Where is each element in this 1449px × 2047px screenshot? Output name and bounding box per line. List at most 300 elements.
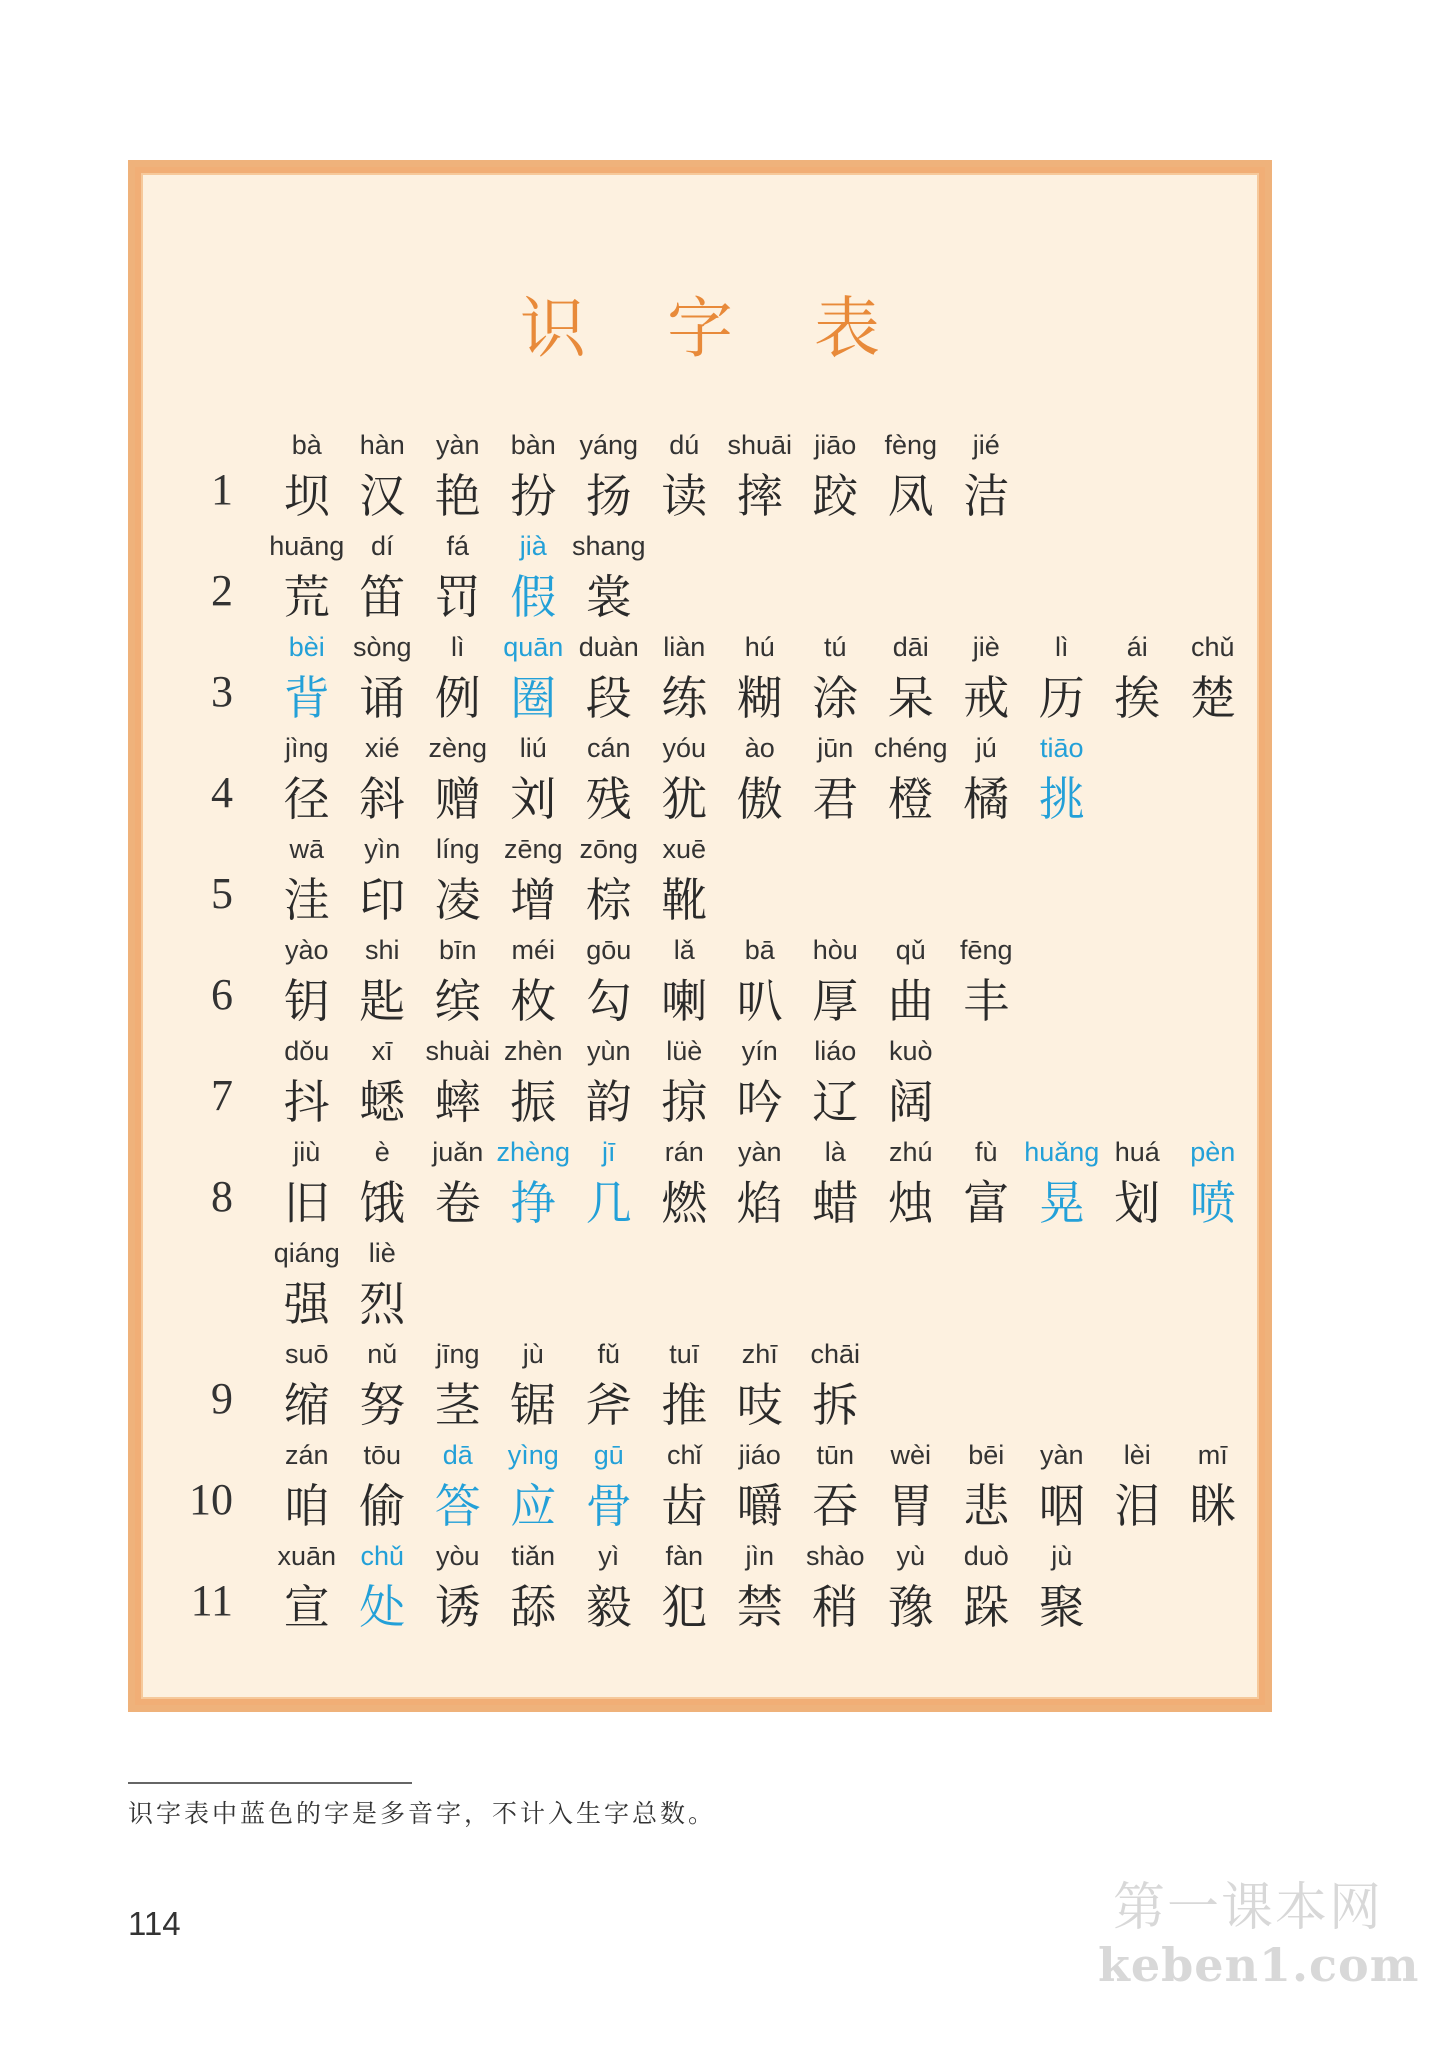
- character-entry: [345, 834, 421, 926]
- hanzi: 印: [359, 873, 406, 927]
- pinyin: jìng: [284, 733, 329, 763]
- pinyin: shi: [364, 935, 400, 965]
- character-entry: [1100, 1440, 1176, 1532]
- pinyin: lì: [451, 632, 465, 662]
- pinyin: bàn: [510, 430, 556, 460]
- pinyin: chéng: [873, 733, 948, 763]
- pinyin: jiù: [293, 1137, 321, 1167]
- character-entry: [949, 935, 1025, 1027]
- polyphone-entry: [1024, 1137, 1100, 1229]
- lesson-number: 8: [211, 1172, 233, 1221]
- pinyin: huāng: [269, 531, 345, 561]
- character-list: [269, 1339, 873, 1431]
- character-entry: [269, 1238, 345, 1330]
- hanzi: 挣: [510, 1176, 557, 1230]
- character-entry: [873, 1440, 949, 1532]
- character-list: [269, 632, 1251, 724]
- watermark-line1: 第一课本网: [1112, 1878, 1383, 1938]
- hanzi: 荒: [283, 570, 330, 624]
- character-entry: [345, 1036, 421, 1128]
- pinyin: rán: [664, 1137, 704, 1167]
- character-list: [269, 430, 1024, 522]
- hanzi: 楚: [1189, 671, 1236, 725]
- character-entry: [345, 1137, 421, 1229]
- hanzi: 勾: [585, 974, 632, 1028]
- character-entry: [1024, 1541, 1100, 1633]
- hanzi: 喷: [1189, 1176, 1236, 1230]
- character-entry: [420, 1137, 496, 1229]
- hanzi: 眯: [1189, 1479, 1236, 1533]
- character-entry: [722, 1137, 798, 1229]
- character-entry: [571, 935, 647, 1027]
- watermark-line2: keben1.com: [1098, 1938, 1420, 1992]
- hanzi: 钥: [283, 974, 330, 1028]
- pinyin: lüè: [666, 1036, 703, 1066]
- lesson-number: 11: [190, 1576, 233, 1625]
- pinyin: yàn: [1039, 1440, 1084, 1470]
- hanzi: 笛: [359, 570, 406, 624]
- character-entry: [798, 1440, 874, 1532]
- character-entry: [1175, 1440, 1251, 1532]
- pinyin: yàn: [435, 430, 480, 460]
- character-entry: [647, 632, 723, 724]
- hanzi: 棕: [585, 873, 632, 927]
- pinyin: tōu: [363, 1440, 402, 1470]
- page-number: 114: [128, 1905, 181, 1942]
- hanzi: 振: [510, 1075, 557, 1129]
- character-list: [269, 1238, 420, 1330]
- character-entry: [1100, 1137, 1176, 1229]
- character-entry: [798, 1339, 874, 1431]
- pinyin: sòng: [352, 632, 412, 662]
- pinyin: bīn: [438, 935, 477, 965]
- pinyin: dā: [442, 1440, 473, 1470]
- character-list: [269, 1541, 1100, 1633]
- character-entry: [345, 531, 421, 623]
- character-entry: [269, 1440, 345, 1532]
- lesson-number: 1: [211, 465, 233, 514]
- pinyin: yòu: [435, 1541, 480, 1571]
- pinyin: zán: [284, 1440, 329, 1470]
- polyphone-entry: [420, 1440, 496, 1532]
- hanzi: 拆: [812, 1378, 859, 1432]
- pinyin: jī: [602, 1137, 616, 1167]
- hanzi: 假: [510, 570, 557, 624]
- hanzi: 几: [585, 1176, 632, 1230]
- pinyin: qǔ: [895, 935, 926, 965]
- pinyin: yùn: [586, 1036, 631, 1066]
- pinyin: tú: [823, 632, 847, 662]
- character-entry: [949, 1541, 1025, 1633]
- hanzi: 斜: [359, 772, 406, 826]
- hanzi: 豫: [887, 1580, 934, 1634]
- hanzi: 洁: [963, 469, 1010, 523]
- character-entry: [873, 935, 949, 1027]
- character-entry: [269, 1339, 345, 1431]
- pinyin: dāi: [892, 632, 929, 662]
- hanzi: 焰: [736, 1176, 783, 1230]
- character-entry: [647, 1036, 723, 1128]
- character-entry: [269, 834, 345, 926]
- character-entry: [798, 1541, 874, 1633]
- pinyin: jià: [519, 531, 547, 561]
- hanzi: 匙: [359, 974, 406, 1028]
- hanzi: 戒: [963, 671, 1010, 725]
- hanzi: 叭: [736, 974, 783, 1028]
- character-entry: [873, 1137, 949, 1229]
- hanzi: 裳: [585, 570, 632, 624]
- hanzi: 赠: [434, 772, 481, 826]
- table-frame: [128, 160, 1272, 1712]
- hanzi: 处: [359, 1580, 406, 1634]
- hanzi: 枚: [510, 974, 557, 1028]
- pinyin: jiè: [972, 632, 1000, 662]
- hanzi: 蜡: [812, 1176, 859, 1230]
- pinyin: dǒu: [284, 1036, 330, 1066]
- footnote-rule: [128, 1782, 412, 1784]
- pinyin: liàn: [663, 632, 706, 662]
- hanzi: 段: [585, 671, 632, 725]
- character-entry: [269, 733, 345, 825]
- character-entry: [269, 430, 345, 522]
- hanzi: 橙: [887, 772, 934, 826]
- character-entry: [647, 834, 723, 926]
- pinyin: ào: [744, 733, 775, 763]
- character-entry: [420, 1541, 496, 1633]
- character-entry: [647, 935, 723, 1027]
- pinyin: fèng: [884, 430, 938, 460]
- pinyin: jié: [972, 430, 1000, 460]
- pinyin: wèi: [890, 1440, 931, 1470]
- character-entry: [345, 935, 421, 1027]
- hanzi: 斧: [585, 1378, 632, 1432]
- pinyin: chāi: [810, 1339, 861, 1369]
- character-entry: [722, 1339, 798, 1431]
- pinyin: duò: [963, 1541, 1009, 1571]
- pinyin: yì: [598, 1541, 620, 1571]
- pinyin: dú: [669, 430, 700, 460]
- lesson-number: 6: [211, 970, 233, 1019]
- hanzi: 胃: [887, 1479, 934, 1533]
- pinyin: lǎ: [673, 935, 695, 965]
- character-entry: [949, 1440, 1025, 1532]
- hanzi: 烈: [359, 1277, 406, 1331]
- pinyin: bèi: [288, 632, 325, 662]
- hanzi: 应: [510, 1479, 557, 1533]
- pinyin: cán: [586, 733, 631, 763]
- polyphone-entry: [496, 531, 572, 623]
- hanzi: 诵: [359, 671, 406, 725]
- hanzi: 饿: [359, 1176, 406, 1230]
- hanzi: 蟀: [434, 1075, 481, 1129]
- hanzi: 凌: [434, 873, 481, 927]
- hanzi: 稍: [812, 1580, 859, 1634]
- pinyin: yàn: [737, 1137, 782, 1167]
- hanzi: 齿: [661, 1479, 708, 1533]
- hanzi: 划: [1114, 1176, 1161, 1230]
- pinyin: jù: [1051, 1541, 1073, 1571]
- hanzi: 扮: [510, 469, 557, 523]
- pinyin: fǔ: [597, 1339, 621, 1369]
- character-entry: [949, 733, 1025, 825]
- character-entry: [269, 1137, 345, 1229]
- pinyin: zēng: [503, 834, 563, 864]
- pinyin: pèn: [1190, 1137, 1236, 1167]
- pinyin: bēi: [968, 1440, 1005, 1470]
- character-entry: [647, 1137, 723, 1229]
- pinyin: juǎn: [432, 1137, 484, 1167]
- polyphone-entry: [571, 1440, 647, 1532]
- polyphone-entry: [496, 1440, 572, 1532]
- character-entry: [345, 632, 421, 724]
- character-entry: [647, 1541, 723, 1633]
- hanzi: 韵: [585, 1075, 632, 1129]
- polyphone-entry: [1175, 1137, 1251, 1229]
- pinyin: zōng: [579, 834, 639, 864]
- character-entry: [269, 531, 345, 623]
- hanzi: 凤: [887, 469, 934, 523]
- hanzi: 例: [434, 671, 481, 725]
- character-entry: [345, 1238, 421, 1330]
- pinyin: quān: [503, 632, 564, 662]
- character-entry: [496, 1036, 572, 1128]
- character-entry: [420, 935, 496, 1027]
- pinyin: dí: [370, 531, 394, 561]
- hanzi: 挑: [1038, 772, 1085, 826]
- hanzi: 推: [661, 1378, 708, 1432]
- hanzi: 橘: [963, 772, 1010, 826]
- hanzi: 茎: [434, 1378, 481, 1432]
- hanzi: 挨: [1114, 671, 1161, 725]
- hanzi: 蟋: [359, 1075, 406, 1129]
- pinyin: tiāo: [1039, 733, 1084, 763]
- page-title: 识 字 表: [520, 290, 910, 367]
- pinyin: jú: [975, 733, 997, 763]
- character-list: [269, 531, 647, 623]
- hanzi: 锯: [510, 1378, 557, 1432]
- watermark: [1098, 1877, 1420, 1992]
- character-entry: [873, 1036, 949, 1128]
- hanzi: 呆: [887, 671, 934, 725]
- character-entry: [722, 733, 798, 825]
- hanzi: 摔: [736, 469, 783, 523]
- character-entry: [722, 935, 798, 1027]
- character-entry: [798, 1036, 874, 1128]
- hanzi: 傲: [736, 772, 783, 826]
- hanzi: 背: [283, 671, 330, 725]
- character-entry: [420, 733, 496, 825]
- character-entry: [345, 1339, 421, 1431]
- pinyin: gū: [593, 1440, 624, 1470]
- character-entry: [873, 632, 949, 724]
- character-list: [269, 733, 1100, 825]
- hanzi: 诱: [434, 1580, 481, 1634]
- character-list: [269, 1440, 1251, 1532]
- pinyin: xuē: [662, 834, 707, 864]
- character-list: [269, 1137, 1251, 1229]
- pinyin: chǔ: [360, 1541, 405, 1571]
- hanzi: 径: [283, 772, 330, 826]
- hanzi: 烛: [887, 1176, 934, 1230]
- pinyin: chǐ: [666, 1440, 702, 1470]
- hanzi: 增: [510, 873, 557, 927]
- character-entry: [496, 430, 572, 522]
- hanzi: 旧: [283, 1176, 330, 1230]
- hanzi: 喇: [661, 974, 708, 1028]
- lesson-number: 4: [211, 768, 233, 817]
- character-entry: [949, 1137, 1025, 1229]
- pinyin: tūn: [816, 1440, 855, 1470]
- character-entry: [949, 430, 1025, 522]
- hanzi: 缤: [434, 974, 481, 1028]
- character-entry: [571, 430, 647, 522]
- character-entry: [647, 430, 723, 522]
- character-entry: [571, 1036, 647, 1128]
- character-list: [269, 834, 722, 926]
- hanzi: 缩: [283, 1378, 330, 1432]
- polyphone-entry: [496, 632, 572, 724]
- hanzi: 历: [1038, 671, 1085, 725]
- character-list: [269, 935, 1024, 1027]
- character-entry: [722, 1541, 798, 1633]
- character-entry: [873, 430, 949, 522]
- character-entry: [420, 531, 496, 623]
- pinyin: gōu: [586, 935, 632, 965]
- character-entry: [420, 834, 496, 926]
- pinyin: chǔ: [1190, 632, 1235, 662]
- character-entry: [571, 1541, 647, 1633]
- hanzi: 咱: [283, 1479, 330, 1533]
- pinyin: suō: [284, 1339, 329, 1369]
- pinyin: xuān: [277, 1541, 337, 1571]
- character-entry: [420, 430, 496, 522]
- hanzi: 毅: [585, 1580, 632, 1634]
- hanzi: 残: [585, 772, 632, 826]
- pinyin: là: [824, 1137, 846, 1167]
- hanzi: 阔: [887, 1075, 934, 1129]
- pinyin: liè: [368, 1238, 396, 1268]
- hanzi: 跤: [812, 469, 859, 523]
- hanzi: 燃: [661, 1176, 708, 1230]
- pinyin: jìn: [745, 1541, 775, 1571]
- pinyin: mī: [1197, 1440, 1228, 1470]
- hanzi: 犹: [661, 772, 708, 826]
- pinyin: jiáo: [738, 1440, 781, 1470]
- pinyin: fù: [974, 1137, 998, 1167]
- pinyin: wā: [289, 834, 324, 864]
- character-entry: [1175, 632, 1251, 724]
- hanzi: 跺: [963, 1580, 1010, 1634]
- character-entry: [873, 733, 949, 825]
- polyphone-entry: [269, 632, 345, 724]
- hanzi: 扬: [585, 469, 632, 523]
- hanzi: 曲: [887, 974, 934, 1028]
- character-entry: [571, 834, 647, 926]
- pinyin: jiāo: [814, 430, 857, 460]
- character-entry: [722, 1440, 798, 1532]
- lesson-number: 3: [211, 667, 233, 716]
- pinyin: lèi: [1123, 1440, 1151, 1470]
- pinyin: liú: [519, 733, 547, 763]
- lesson-number: 2: [211, 566, 233, 615]
- pinyin: tiǎn: [511, 1541, 556, 1571]
- hanzi: 嚼: [736, 1479, 783, 1533]
- lesson-number: 5: [211, 869, 233, 918]
- pinyin: jù: [522, 1339, 544, 1369]
- pinyin: yù: [896, 1541, 926, 1571]
- hanzi: 读: [661, 469, 708, 523]
- character-entry: [798, 632, 874, 724]
- hanzi: 糊: [736, 671, 783, 725]
- character-entry: [571, 531, 647, 623]
- pinyin: fá: [446, 531, 470, 561]
- hanzi: 富: [963, 1176, 1010, 1230]
- hanzi: 圈: [510, 671, 557, 725]
- character-entry: [949, 632, 1025, 724]
- hanzi: 艳: [434, 469, 481, 523]
- hanzi: 厚: [812, 974, 859, 1028]
- pinyin: bà: [291, 430, 322, 460]
- character-entry: [647, 1440, 723, 1532]
- character-entry: [571, 1339, 647, 1431]
- character-entry: [420, 632, 496, 724]
- hanzi: 强: [283, 1277, 330, 1331]
- pinyin: fàn: [665, 1541, 704, 1571]
- polyphone-entry: [496, 1137, 572, 1229]
- pinyin: è: [374, 1137, 390, 1167]
- pinyin: zèng: [428, 733, 488, 763]
- hanzi: 丰: [963, 974, 1010, 1028]
- hanzi: 宣: [283, 1580, 330, 1634]
- pinyin: líng: [435, 834, 480, 864]
- hanzi: 泪: [1114, 1479, 1161, 1533]
- hanzi: 努: [359, 1378, 406, 1432]
- pinyin: yìn: [364, 834, 401, 864]
- pinyin: méi: [511, 935, 555, 965]
- table-panel: [141, 173, 1259, 1699]
- pinyin: duàn: [578, 632, 639, 662]
- pinyin: shang: [571, 531, 646, 561]
- character-entry: [647, 1339, 723, 1431]
- hanzi: 骨: [585, 1479, 632, 1533]
- character-entry: [496, 935, 572, 1027]
- pinyin: zhú: [888, 1137, 933, 1167]
- hanzi: 禁: [736, 1580, 783, 1634]
- pinyin: zhèng: [496, 1137, 571, 1167]
- pinyin: fēng: [959, 935, 1013, 965]
- hanzi: 晃: [1038, 1176, 1085, 1230]
- character-entry: [1024, 632, 1100, 724]
- pinyin: hòu: [812, 935, 858, 965]
- pinyin: yáng: [579, 430, 639, 460]
- hanzi: 坝: [283, 469, 330, 523]
- hanzi: 罚: [434, 570, 481, 624]
- character-entry: [1024, 1440, 1100, 1532]
- pinyin: hú: [744, 632, 775, 662]
- hanzi: 洼: [283, 873, 330, 927]
- character-entry: [269, 1541, 345, 1633]
- hanzi: 吞: [812, 1479, 859, 1533]
- pinyin: liáo: [814, 1036, 857, 1066]
- character-entry: [722, 632, 798, 724]
- pinyin: shào: [805, 1541, 865, 1571]
- character-entry: [496, 733, 572, 825]
- hanzi: 汉: [359, 469, 406, 523]
- hanzi: 抖: [283, 1075, 330, 1129]
- character-entry: [345, 430, 421, 522]
- hanzi: 吱: [736, 1378, 783, 1432]
- lesson-number: 10: [189, 1475, 233, 1524]
